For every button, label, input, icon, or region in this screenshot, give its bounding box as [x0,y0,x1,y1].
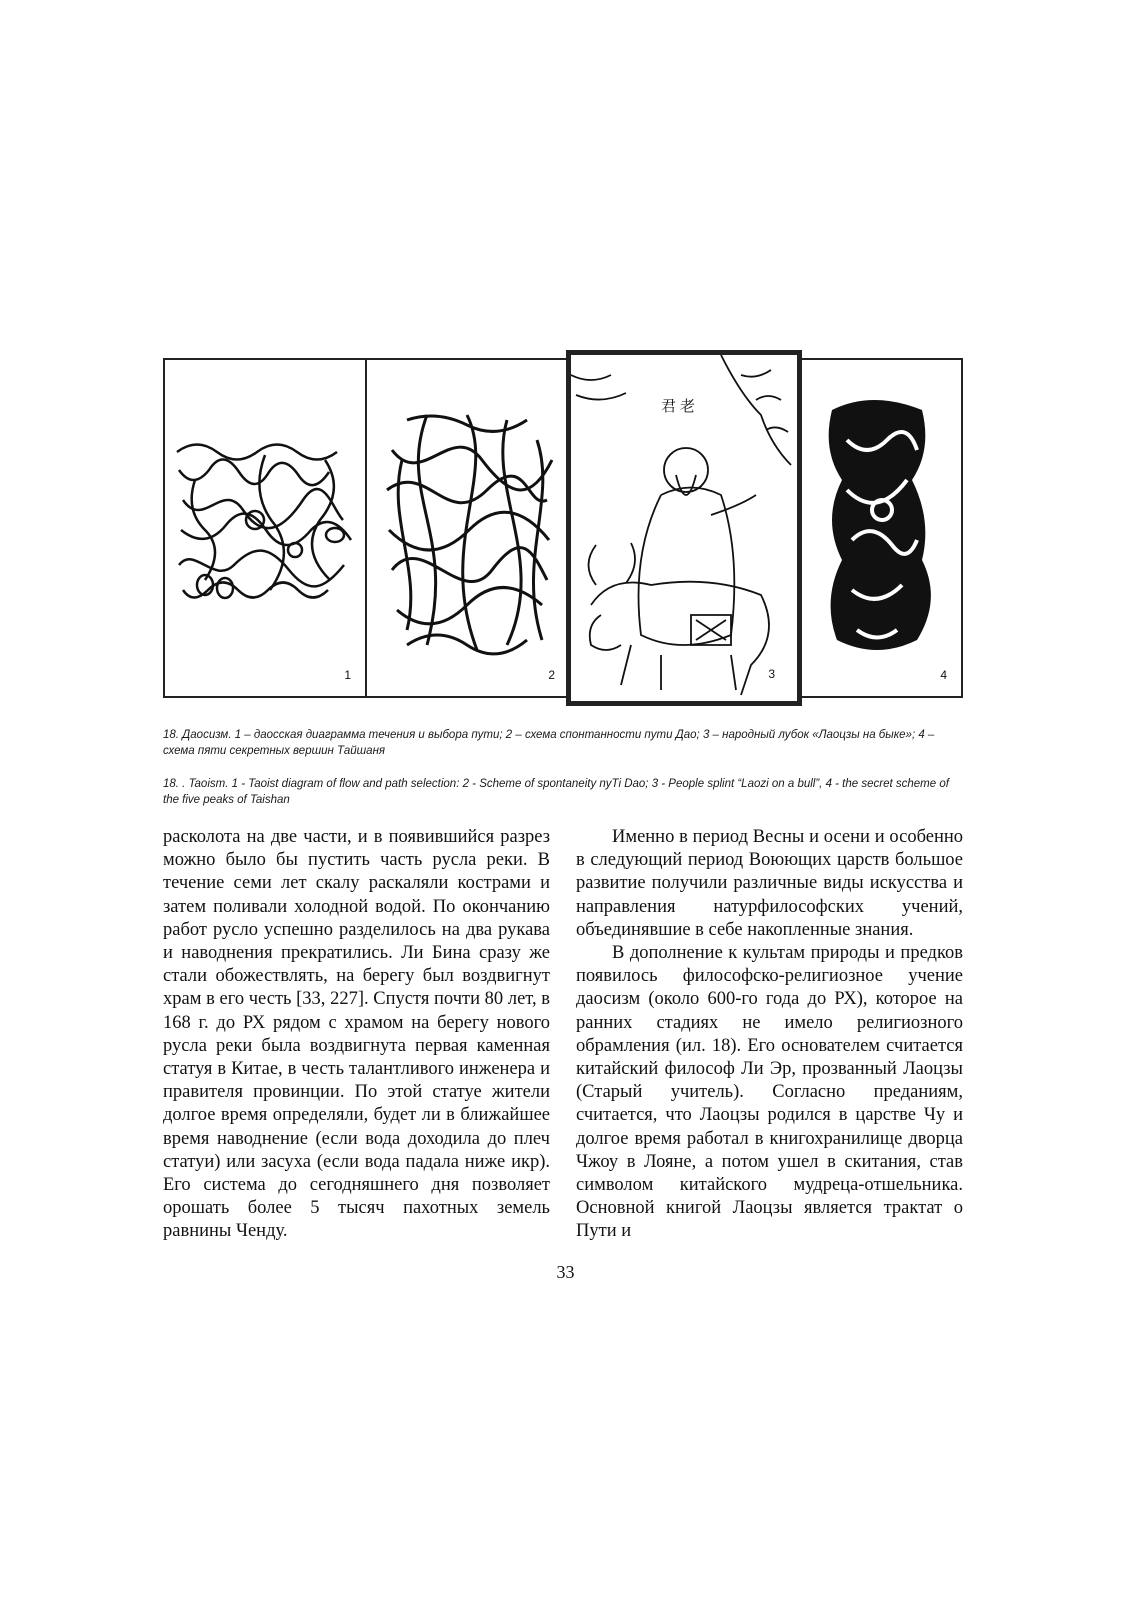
panel-number: 3 [768,667,775,681]
figure-panel-spontaneity-scheme [365,358,571,698]
five-peaks-scheme-image [802,360,961,696]
figure-panel-five-peaks-scheme [800,358,963,698]
spontaneity-scheme-image [367,360,569,696]
right-text-column [576,826,963,1244]
flow-diagram-image [165,360,365,696]
right-paragraph-2: В дополнение к культам природы и предков появилось философско-религиозное учение даосизм (около 600-го года до РХ), которое на ранних стадиях не имело религиозного обрамления (ил. 18). Его основателем считается китайский философ Ли Эр, прозванный Лаоцзы (Старый учитель). Согласно преданиям, считается, что Лаоцзы родился в царстве Чу и долгое время работал в книгохранилище дворца Чжоу в Лояне, а потом ушел в скитания, став символом китайского мудреца-отшельника. Основной книгой Лаоцзы является трактат о Пути и [576,943,963,1242]
panel-number: 1 [344,668,351,682]
figure-caption-russian: 18. Даосизм. 1 – даосская диаграмма течения и выбора пути; 2 – схема спонтанности пути Дао; 3 – народный лубок «Лаоцзы на быке»; 4 – схема пяти секретных вершин Тайшаня [163,729,935,757]
figure-panel-flow-diagram [163,358,367,698]
figure-taoism [163,350,963,710]
left-text-column [163,826,550,1244]
panel-number: 4 [940,668,947,682]
left-paragraph: расколота на две части, и в появившийся разрез можно было бы пустить часть русла реки. В течение семи лет скалу раскаляли кострами и затем поливали холодной водой. По окончанию работ русло успешно разделилось на два рукава и наводнения прекратились. Ли Бина сразу же стали обожествлять, на берегу был воздвигнут храм в его честь [33, 227]. Спустя почти 80 лет, в 168 г. до РХ рядом с храмом на берегу нового русла реки была воздвигнута первая каменная статуя в Китае, в честь талантливого инженера и правителя провинции. По этой статуе жители долгое время определяли, будет ли в ближайшее время наводнение (если вода доходила до плеч статуи) или засуха (если вода падала ниже икр). Его система до сегодняшнего дня позволяет орошать более 5 тысяч пахотных земель равнины Ченду. [163,827,550,1242]
figure-caption-english: 18. . Taoism. 1 - Taoist diagram of flow and path selection: 2 - Scheme of spontaneity nyTi Dao; 3 - People splint “Laozi on a bull”, 4 - the secret scheme of the five peaks of Taishan [163,778,949,806]
page-number: 33 [556,1262,575,1282]
figure-panel-laozi-on-bull [566,350,802,706]
chinese-inscription: 君老 [661,397,700,415]
panel-number: 2 [548,668,555,682]
right-paragraph-1: Именно в период Весны и осени и особенно в следующий период Воюющих царств большое развитие получили различные виды искусства и направления натурфилософских учений, объединявшие в себе накопленные знания. [576,827,963,940]
